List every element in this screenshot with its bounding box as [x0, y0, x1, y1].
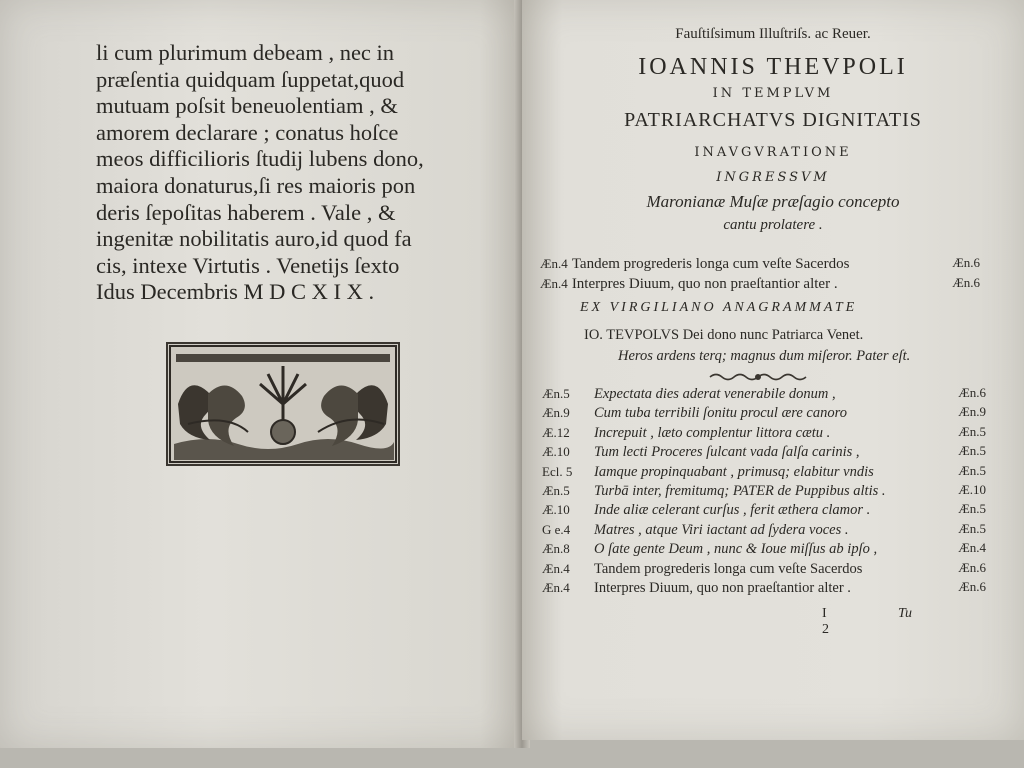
verse-source: Æ.10 [542, 502, 570, 518]
right-page [522, 0, 1024, 740]
verse-text: Matres , atque Viri iactant ad ſydera voces . [594, 521, 849, 538]
verse-row [542, 482, 986, 500]
title-dignity: PATRIARCHATVS DIGNITATIS [624, 109, 922, 131]
catchword: Tu [898, 606, 913, 621]
text-line: cis, intexe Virtutis . Venetijs ſexto [96, 252, 400, 278]
title-ingressum: INGRESSVM [716, 170, 830, 185]
verse-reference: Æ.10 [958, 482, 986, 497]
verse-reference: Æn.4 [958, 540, 986, 556]
verse-text: Interpres Diuum, quo non praeſtantior alter . [571, 276, 838, 292]
text-line: ingenitæ nobilitatis auro,id quod fa [96, 226, 412, 252]
verse-text: Interpres Diuum, quo non praeſtantior alter . [594, 580, 851, 596]
verse-reference: Æn.6 [958, 385, 986, 400]
verse-text: Iamque propinquabant , primusq; elabitur vndis [594, 463, 874, 480]
verse-source: Æn.5 [542, 483, 570, 498]
title-inauguration: INAVGVRATIONE [694, 145, 852, 160]
verse-row [542, 443, 986, 461]
verse-reference: Æn.5 [958, 501, 986, 517]
verse-row [542, 424, 986, 442]
sea-creatures-woodcut-icon [166, 342, 400, 466]
text-line: amorem declarare ; conatus hoſce [96, 119, 399, 145]
verse-source: Æn.5 [542, 386, 570, 401]
verse-source: Ecl. 5 [542, 463, 573, 479]
text-line: maiora donaturus,ſi res maioris pon [96, 172, 416, 198]
subtitle-line-1: Maronianæ Muſæ præſagio concepto [646, 192, 900, 211]
verse-row [542, 463, 986, 481]
intro-row [540, 275, 980, 293]
text-line: præſentia quidquam ſuppetat,quod [96, 66, 405, 92]
subtitle-line-2: cantu prolatere . [723, 217, 823, 233]
intro-row [540, 255, 980, 273]
verse-text: Increpuit , læto complentur littora cætu . [594, 424, 831, 441]
verse-source: Æn.9 [542, 405, 570, 421]
title-in: IN TEMPLVM [712, 86, 834, 101]
verse-source: Æn.4 [542, 560, 570, 576]
verse-source: Æ.12 [542, 424, 570, 440]
text-line: meos difficilioris ſtudij lubens dono, [96, 146, 424, 172]
verse-reference: Æn.5 [958, 520, 986, 536]
verse-reference: Æn.6 [958, 559, 986, 575]
text-line: deris ſepoſitas haberem . Vale , & [96, 199, 396, 225]
verse-source: G e.4 [542, 521, 571, 537]
anagram-heading: EX VIRGILIANO ANAGRAMMATE [580, 300, 858, 315]
verse-row [542, 404, 986, 422]
running-head: Fauſtiſsimum Illuſtriſs. ac Reuer. [675, 26, 871, 42]
verse-text: Expectata dies aderat venerabile donum , [594, 386, 836, 402]
verse-reference: Æn.5 [958, 462, 986, 478]
verse-source: Æn.8 [542, 541, 570, 557]
verse-text: Cum tuba terribili ſonitu procul ære canoro [594, 405, 847, 422]
anagram-line-2: Heros ardens terq; magnus dum miſeror. Pater eſt. [618, 348, 911, 364]
verse-source: Æn.4 [542, 580, 570, 595]
title-name: IOANNIS THEVPOLI [638, 54, 908, 80]
verse-row [542, 501, 986, 519]
left-page [0, 0, 522, 748]
verse-text: Inde aliæ celerant curſus , ferit æthera clamor . [594, 502, 871, 519]
dedication-text [96, 40, 456, 306]
verse-row [542, 560, 986, 578]
verse-text: Turbā inter, fremitumq; PATER de Puppibus altis . [594, 483, 886, 499]
verse-row [542, 385, 986, 403]
verse-reference: Æn.6 [952, 275, 980, 290]
verse-source: Æn.4 [540, 256, 568, 271]
verse-text: Tandem progrederis longa cum veſte Sacerdos [571, 256, 850, 272]
signature-mark: I 2 [822, 606, 843, 637]
verse-text: Tandem progrederis longa cum veſte Sacerdos [594, 560, 863, 577]
ornament-divider-icon [708, 372, 808, 382]
anagram-line-1: IO. TEVPOLVS Dei dono nunc Patriarca Venet. [584, 327, 864, 343]
verse-reference: Æn.6 [952, 255, 980, 270]
verse-reference: Æn.5 [958, 423, 986, 439]
text-line: li cum plurimum debeam , nec in [96, 40, 395, 65]
verse-text: O ſate gente Deum , nunc & Ioue miſſus ab ipſo , [594, 541, 878, 558]
verse-source: Æn.4 [540, 276, 568, 291]
verse-reference: Æn.6 [958, 579, 986, 594]
text-line: Idus Decembris M D C X I X . [96, 279, 375, 305]
verse-reference: Æn.9 [958, 404, 986, 420]
verse-row [542, 521, 986, 539]
verse-row [542, 579, 986, 597]
verse-reference: Æn.5 [958, 443, 986, 459]
verse-text: Tum lecti Proceres ſulcant vada ſalſa carinis , [594, 444, 860, 461]
text-line: mutuam poſsit beneuolentiam , & [96, 93, 398, 119]
verse-source: Æ.10 [542, 444, 570, 460]
verse-row [542, 540, 986, 558]
